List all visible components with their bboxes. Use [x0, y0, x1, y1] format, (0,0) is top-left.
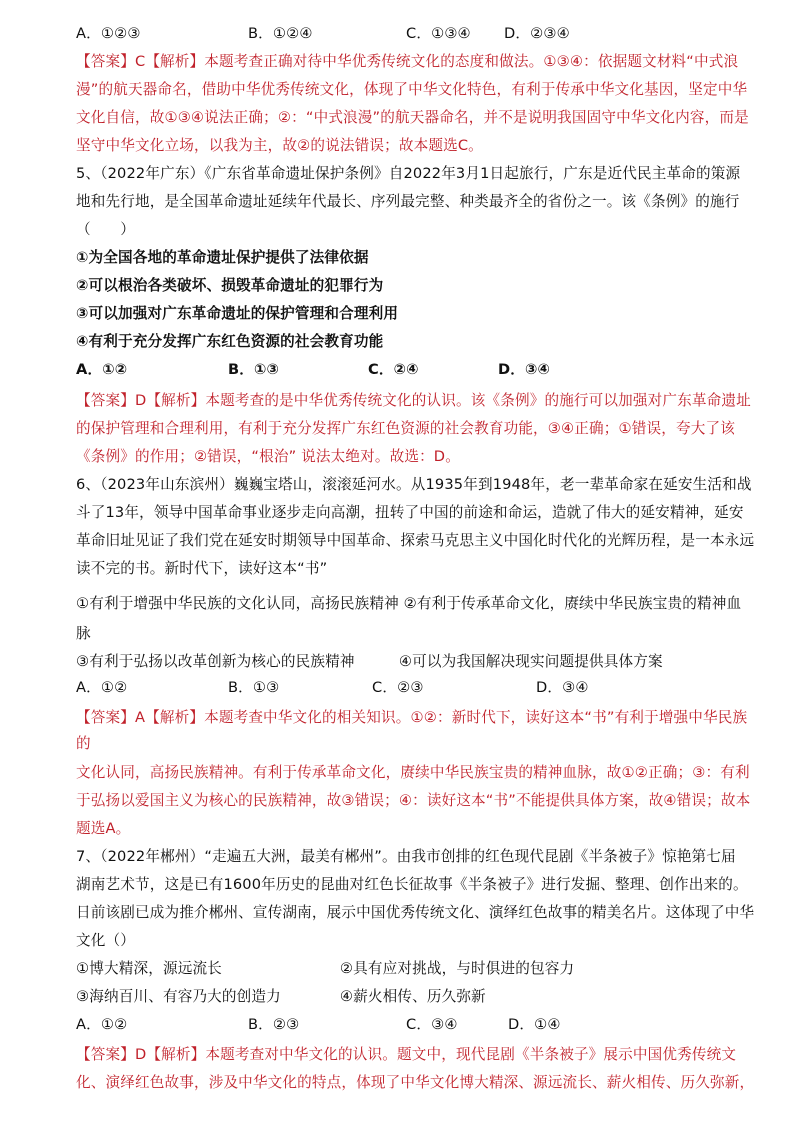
q5-answer-line: 【答案】D【解析】本题考查的是中华优秀传统文化的认识。该《条例》的施行可以加强对广东革命遗址	[76, 392, 751, 409]
q4-option-c: C．①③④	[406, 25, 471, 42]
q7-option-d: D．①④	[508, 1016, 561, 1033]
q5-option-c: C．②④	[368, 361, 419, 378]
q6-item-line: ③有利于弘扬以改革创新为核心的民族精神 ④可以为我国解决现实问题提供具体方案	[76, 653, 663, 670]
q4-option-a: A．①②③	[76, 25, 141, 42]
q5-option-a: A．①②	[76, 361, 128, 378]
q5-item: ③可以加强对广东革命遗址的保护管理和合理利用	[76, 305, 399, 322]
q6-option-a: A．①②	[76, 679, 128, 696]
q4-option-b: B．①②④	[248, 25, 313, 42]
q4-option-d: D．②③④	[504, 25, 570, 42]
q5-option-b: B．①③	[228, 361, 280, 378]
q7-stem-line: 日前该剧已成为推介郴州、宣传湖南，展示中国优秀传统文化、演绎红色故事的精美名片。这体现了中华	[76, 904, 755, 921]
q6-option-b: B．①③	[228, 679, 280, 696]
q5-item: ①为全国各地的革命遗址保护提供了法律依据	[76, 249, 369, 266]
q7-answer-line: 【答案】D【解析】本题考查对中华文化的认识。题文中，现代昆剧《半条被子》展示中国优秀传统文	[76, 1046, 737, 1063]
q6-option-d: D．③④	[536, 679, 589, 696]
q6-options	[76, 674, 726, 702]
q4-answer-line: 坚守中华文化立场，以我为主，故②的说法错误；故本题选C。	[76, 137, 483, 154]
q4-answer-line: 【答案】C【解析】本题考查正确对待中华优秀传统文化的态度和做法。①③④：依据题文材料“中式浪	[76, 53, 739, 70]
q6-answer-line: 【答案】A【解析】本题考查中华文化的相关知识。①②：新时代下，读好这本“书”有利于增强中华民族	[76, 709, 748, 726]
q6-stem-line: 读不完的书。新时代下，读好这本“书”	[76, 560, 328, 577]
q7-option-c: C．③④	[406, 1016, 458, 1033]
q4-options	[76, 20, 726, 48]
q6-stem-line: 斗了13年，领导中国革命事业逐步走向高潮，扭转了中国的前途和命运，造就了伟大的延安精神，延安	[76, 504, 744, 521]
q7-answer-line: 化、演绎红色故事，涉及中华文化的特点，体现了中华文化博大精深、源远流长、薪火相传、历久弥新，	[76, 1074, 755, 1091]
q7-stem-line: 文化（）	[76, 932, 135, 949]
q7-option-a: A．①②	[76, 1016, 128, 1033]
q6-item-line: 脉	[76, 625, 91, 642]
q5-options	[76, 356, 726, 384]
q5-answer-line: 的保护管理和合理利用，有利于充分发挥广东红色资源的社会教育功能，③④正确；①错误，夸大了该	[76, 420, 735, 437]
q6-answer-line: 于弘扬以爱国主义为核心的民族精神，故③错误；④：读好这本“书”不能提供具体方案，故④错误；故本	[76, 792, 751, 809]
q7-stem-line: 湖南艺术节，这是已有1600年历史的昆曲对红色长征故事《半条被子》进行发掘、整理、创作出来的。	[76, 876, 748, 893]
q5-item: ④有利于充分发挥广东红色资源的社会教育功能	[76, 333, 384, 350]
q6-answer-line: 的	[76, 735, 91, 752]
q6-option-c: C．②③	[372, 679, 424, 696]
q7-item-line: ①博大精深，源远流长 ②具有应对挑战，与时俱进的包容力	[76, 960, 575, 977]
q5-item: ②可以根治各类破坏、损毁革命遗址的犯罪行为	[76, 277, 384, 294]
q6-stem-line: 6、（2023年山东滨州）巍巍宝塔山，滚滚延河水。从1935年到1948年，老一辈革命家在延安生活和战	[76, 476, 752, 493]
q7-item-line: ③海纳百川、有容乃大的创造力 ④薪火相传、历久弥新	[76, 988, 486, 1005]
q4-answer-line: 文化自信，故①③④说法正确；②：“中式浪漫”的航天器命名，并不是说明我国固守中华文化内容，而是	[76, 109, 749, 126]
q5-option-d: D．③④	[498, 361, 551, 378]
q4-answer-line: 漫”的航天器命名，借助中华优秀传统文化，体现了中华文化特色，有利于传承中华文化基因，坚定中华	[76, 81, 748, 98]
q5-stem-line: 5、（2022年广东）《广东省革命遗址保护条例》自2022年3月1日起旅行，广东是近代民主革命的策源	[76, 165, 741, 182]
q5-stem-line: 地和先行地，是全国革命遗址延续年代最长、序列最完整、种类最齐全的省份之一。该《条例》的施行	[76, 193, 740, 210]
q7-option-b: B．②③	[248, 1016, 300, 1033]
q7-stem-line: 7、（2022年郴州）“走遍五大洲，最美有郴州”。由我市创排的红色现代昆剧《半条被子》惊艳第七届	[76, 848, 736, 865]
q5-answer-line: 《条例》的作用；②错误，“根治” 说法太绝对。故选：D。	[76, 448, 460, 465]
q5-stem-line: （ ）	[76, 221, 135, 238]
q6-answer-line: 文化认同，高扬民族精神。有利于传承革命文化，赓续中华民族宝贵的精神血脉，故①②正确；③：有利	[76, 764, 750, 781]
q6-stem-line: 革命旧址见证了我们党在延安时期领导中国革命、探索马克思主义中国化时代化的光辉历程，是一本永远	[76, 532, 755, 549]
q7-options	[76, 1011, 726, 1039]
q6-answer-line: 题选A。	[76, 820, 131, 837]
q6-item-line: ①有利于增强中华民族的文化认同，高扬民族精神 ②有利于传承革命文化，赓续中华民族宝贵的精神血	[76, 595, 742, 612]
